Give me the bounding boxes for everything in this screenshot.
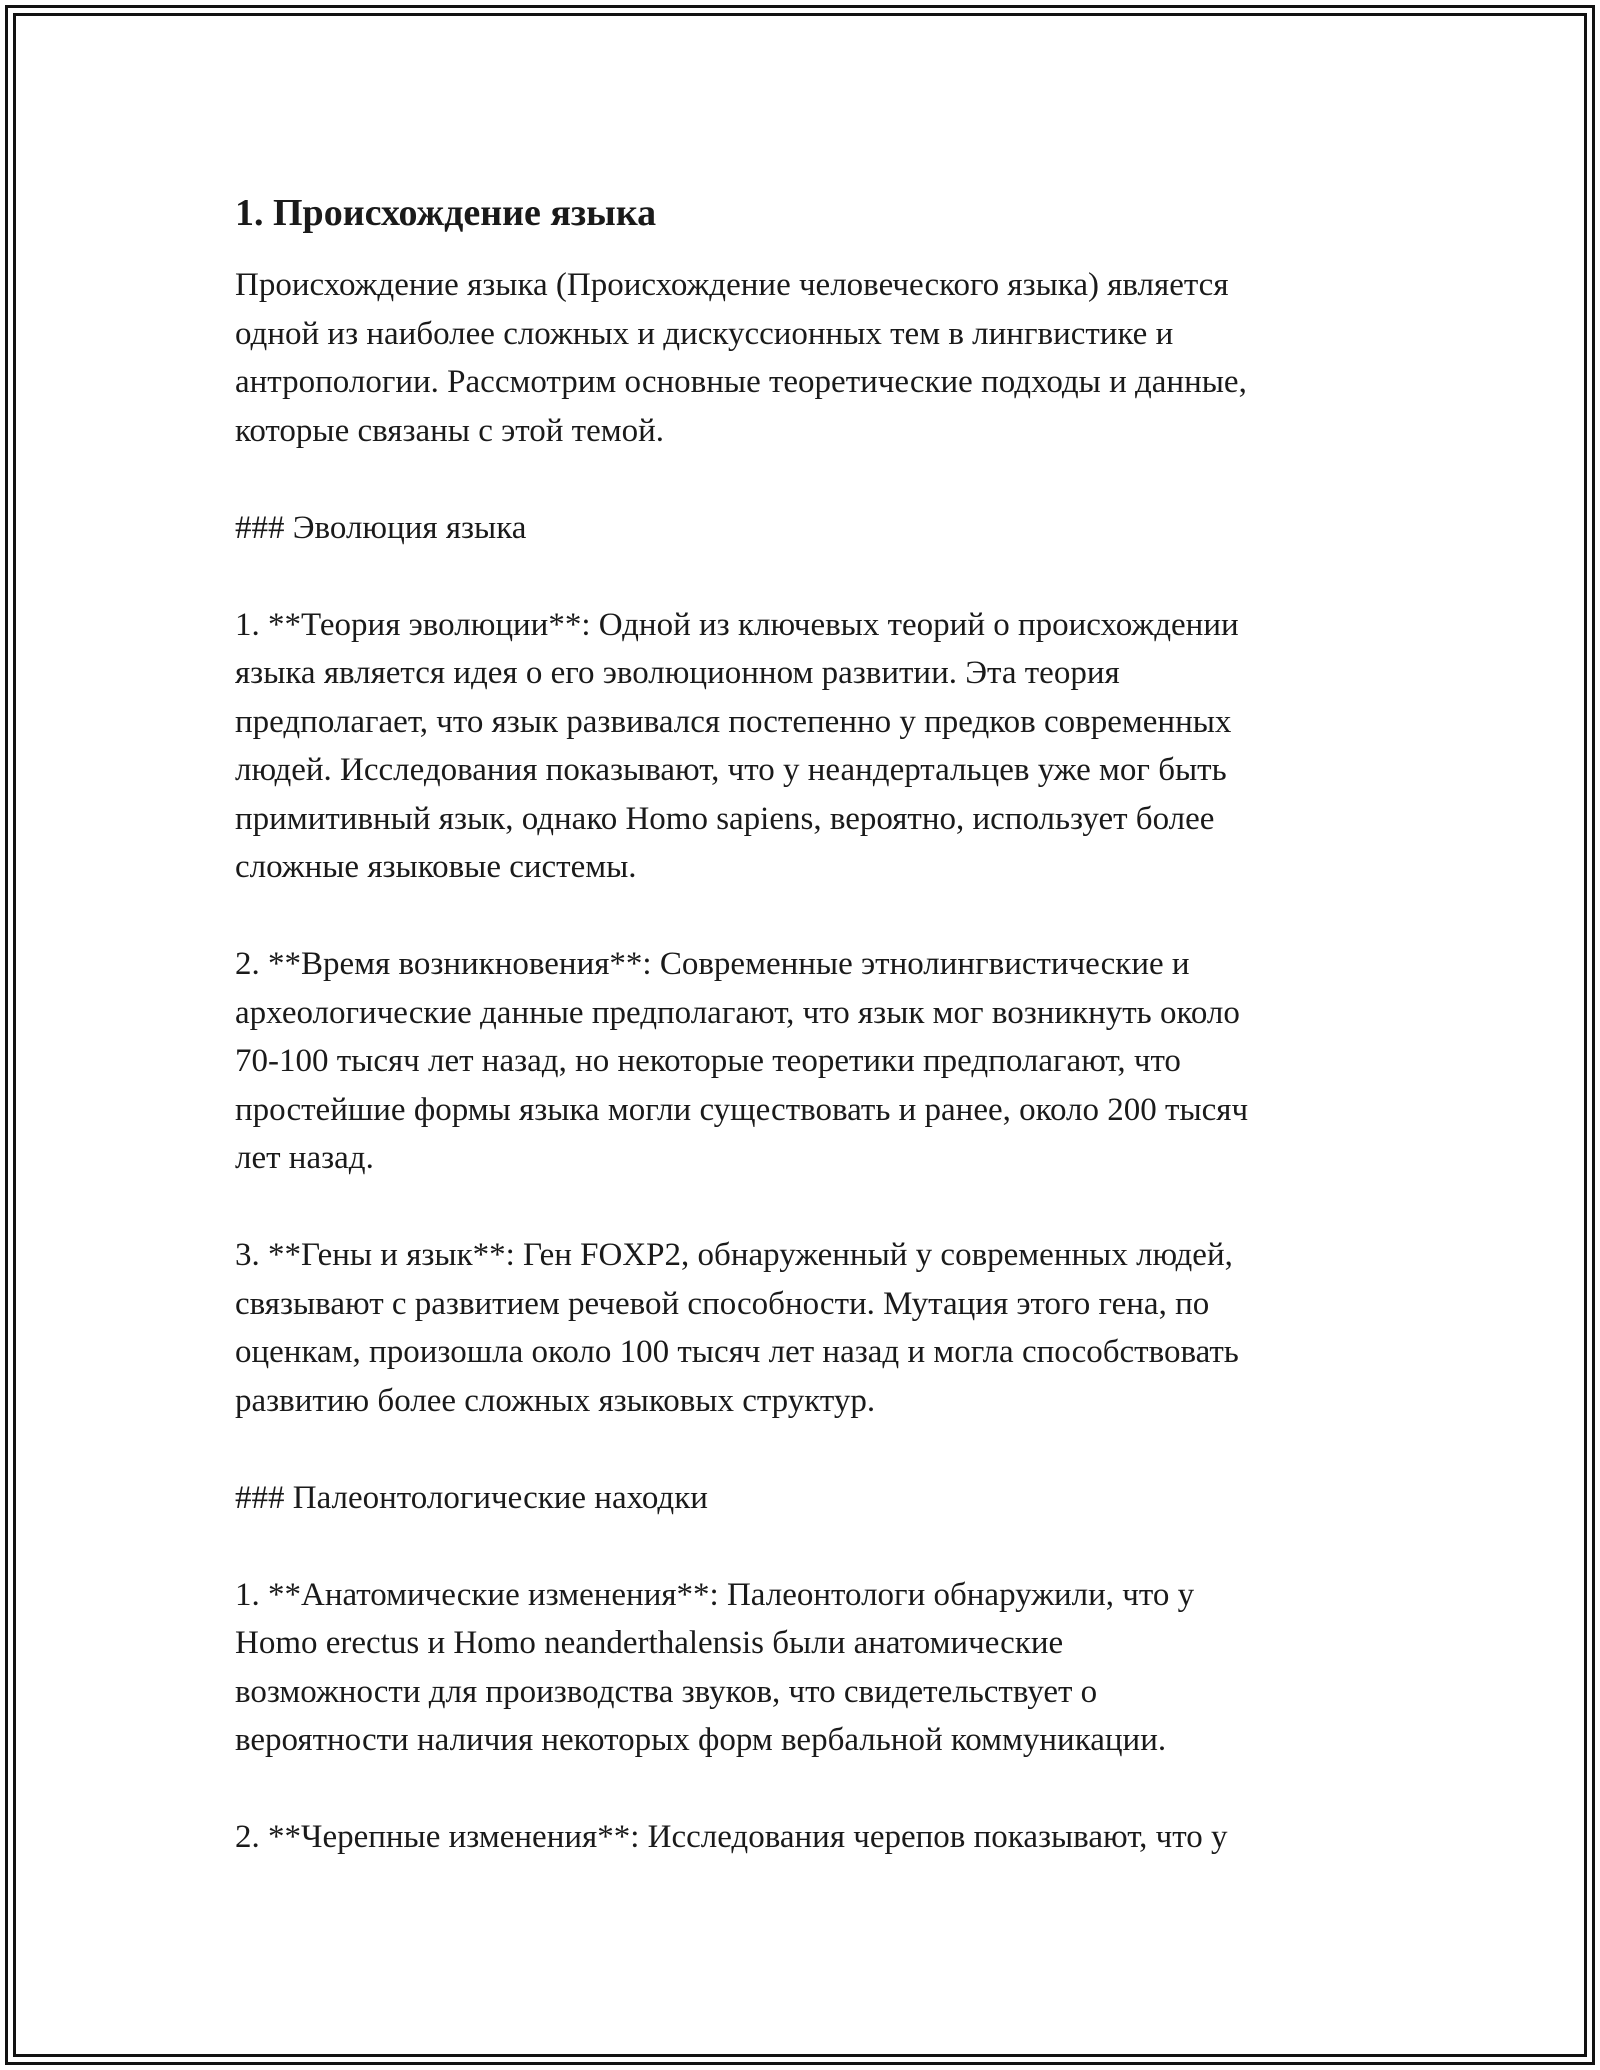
spacer — [235, 552, 1370, 601]
spacer — [235, 455, 1370, 504]
list-item: 2. **Время возникновения**: Современные этнолингвистические и археологические данные предполагают, что язык мог возникнуть около 70-100 тысяч лет назад, но некоторые теоретики предполагают, что простейшие формы языка могли существовать и ранее, около 200 тысяч лет назад. — [235, 946, 1249, 1176]
list-item: 1. **Теория эволюции**: Одной из ключевых теорий о происхождении языка является идея о его эволюционном развитии. Эта теория предполагает, что язык развивался постепенно у предков современных людей. Исследования показывают, что у неандертальцев уже мог быть примитивный язык, однако Homo sapiens, вероятно, использует более сложные языковые системы. — [235, 606, 1239, 885]
intro-paragraph: Происхождение языка (Происхождение человеческого языка) является одной из наиболее сложных и дискуссионных тем в лингвистике и антропологии. Рассмотрим основные теоретические подходы и данные, которые связаны с этой темой. — [235, 267, 1247, 449]
spacer — [235, 892, 1370, 941]
list-item: 3. **Гены и язык**: Ген FOXP2, обнаруженный у современных людей, связывают с развитием речевой способности. Мутация этого гена, по оценкам, произошла около 100 тысяч лет назад и могла способствовать развитию более сложных языковых структур. — [235, 1237, 1239, 1419]
document-page — [235, 187, 1370, 1862]
spacer — [235, 1522, 1370, 1571]
list-item: 2. **Черепные изменения**: Исследования черепов показывают, что у — [235, 1819, 1228, 1855]
spacer — [235, 1183, 1370, 1232]
section-heading-paleontology: ### Палеонтологические находки — [235, 1479, 708, 1516]
spacer — [235, 1765, 1370, 1814]
spacer — [235, 1425, 1370, 1474]
list-item: 1. **Анатомические изменения**: Палеонтологи обнаружили, что у Homo erectus и Homo neanderthalensis были анатомические возможности для производства звуков, что свидетельствует о вероятности наличия некоторых форм вербальной коммуникации. — [235, 1576, 1195, 1758]
section-heading-evolution: ### Эволюция языка — [235, 509, 527, 546]
document-title: 1. Происхождение языка — [235, 192, 657, 234]
